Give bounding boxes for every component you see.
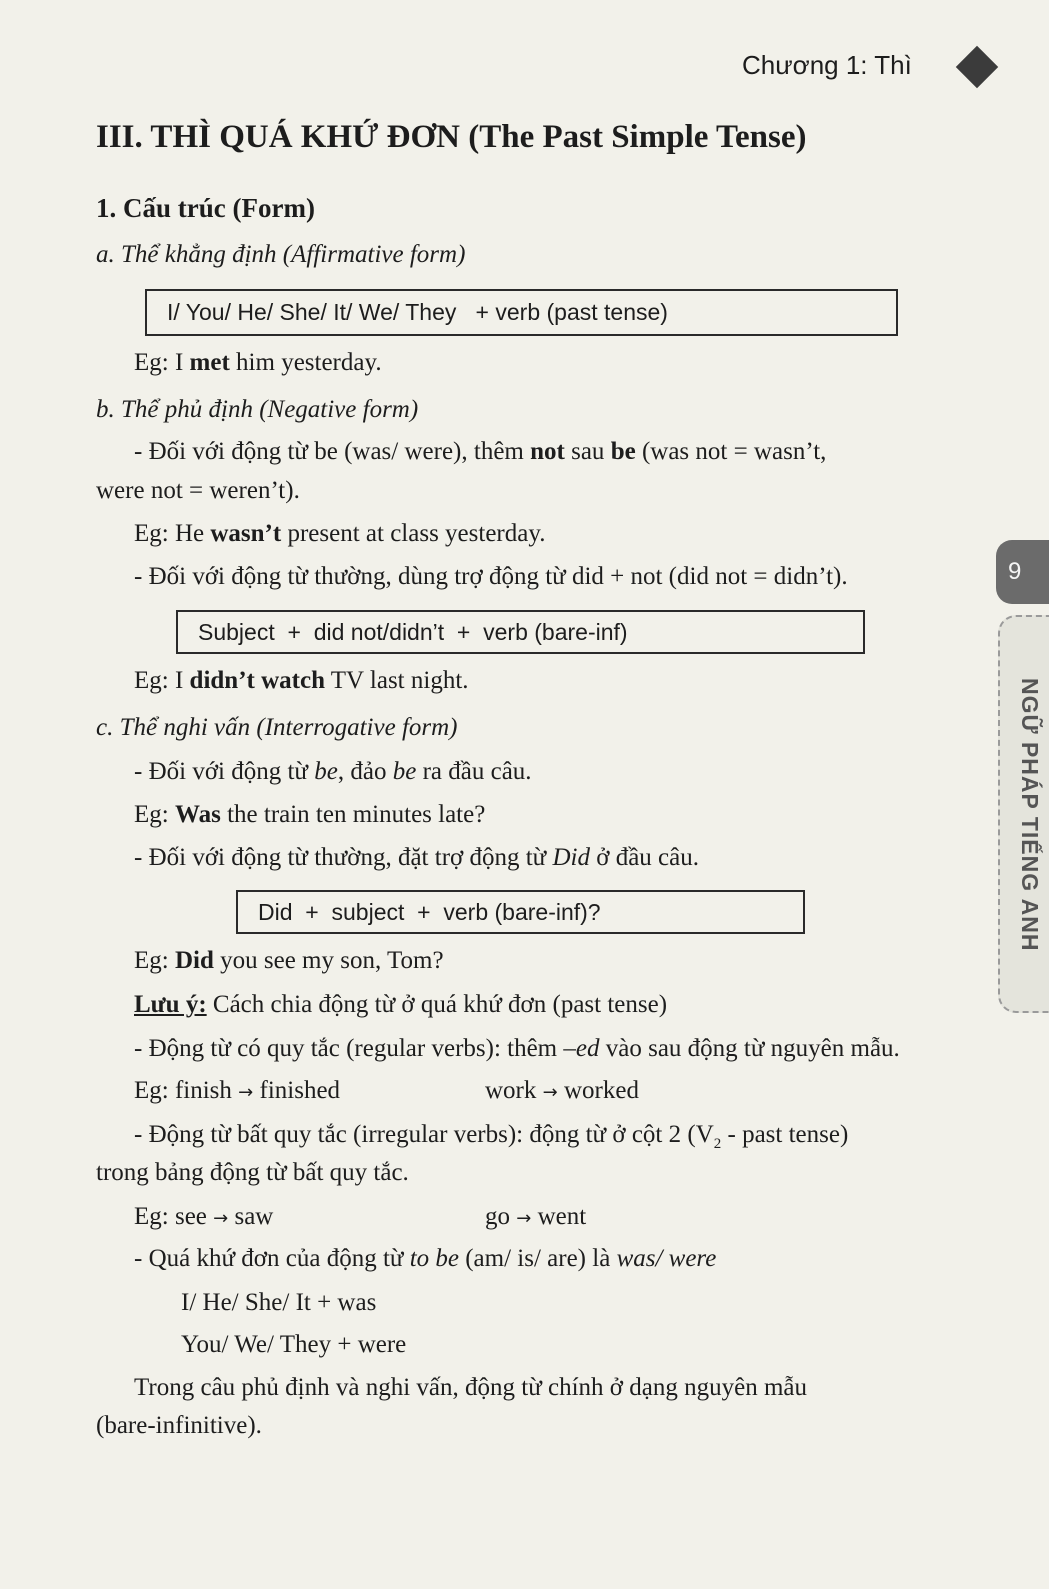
negative-rule-be-cont: were not = weren’t). xyxy=(96,477,300,504)
note-tobe-rule xyxy=(134,1244,716,1274)
eg-text: you see my son, Tom? xyxy=(213,947,444,974)
rule-italic: –ed xyxy=(563,1035,600,1062)
verb-past: went xyxy=(537,1203,587,1230)
arrow-icon: → xyxy=(542,1082,558,1103)
eg-bold: met xyxy=(189,349,230,376)
negative-heading: b. Thể phủ định (Negative form) xyxy=(96,396,419,423)
eg-text: I xyxy=(174,349,190,376)
eg-text: him yesterday. xyxy=(229,349,382,376)
eg-label: Eg: xyxy=(134,1077,169,1104)
note-text: Cách chia động từ ở quá khứ đơn (past tense) xyxy=(206,991,668,1018)
negative-example-2 xyxy=(134,666,469,696)
subsection-heading: 1. Cấu trúc (Form) xyxy=(96,193,315,223)
negative-rule-be xyxy=(134,437,826,467)
eg-bold: wasn’t xyxy=(210,520,282,547)
rule-text: , đảo xyxy=(337,758,393,785)
negative-formula: Subject + did not/didn’t + verb (bare-inf) xyxy=(176,610,865,654)
rule-text: - Đối với động từ thường, đặt trợ động từ xyxy=(134,844,553,871)
note-example-1 xyxy=(134,1076,340,1106)
section-title: III. THÌ QUÁ KHỨ ĐƠN (The Past Simple Tense) xyxy=(96,119,807,155)
rule-italic: Did xyxy=(552,844,590,871)
eg-text: He xyxy=(174,520,211,547)
affirmative-formula: I/ You/ He/ She/ It/ We/ They + verb (past tense) xyxy=(145,289,898,336)
verb-past: saw xyxy=(234,1203,274,1230)
rule-text: - Quá khứ đơn của động từ xyxy=(134,1245,410,1272)
interrogative-rule-be xyxy=(134,757,532,787)
final-note-line-1: Trong câu phủ định và nghi vấn, động từ chính ở dạng nguyên mẫu xyxy=(134,1374,807,1401)
was-line: I/ He/ She/ It + was xyxy=(181,1289,377,1316)
were-line: You/ We/ They + were xyxy=(181,1331,407,1358)
rule-text: (am/ is/ are) là xyxy=(458,1245,617,1272)
note-example-1b xyxy=(485,1076,639,1106)
note-regular-rule xyxy=(134,1034,900,1064)
affirmative-example xyxy=(134,348,382,378)
side-tab-label: NGỮ PHÁP TIẾNG ANH xyxy=(1017,678,1043,952)
note-irregular-rule-cont: trong bảng động từ bất quy tắc. xyxy=(96,1159,409,1186)
rule-text: vào sau động từ nguyên mẫu. xyxy=(599,1035,900,1062)
verb-base: work xyxy=(485,1077,537,1104)
verb-past: finished xyxy=(259,1077,341,1104)
rule-text: - Động từ bất quy tắc (irregular verbs): động từ ở cột 2 (V xyxy=(134,1121,714,1148)
interrogative-formula: Did + subject + verb (bare-inf)? xyxy=(236,890,805,934)
rule-text: - past tense) xyxy=(721,1121,849,1148)
eg-bold: Did xyxy=(174,947,214,974)
rule-bold: not xyxy=(530,438,565,465)
diamond-icon xyxy=(956,46,998,88)
eg-label: Eg: xyxy=(134,1203,169,1230)
rule-bold: be xyxy=(610,438,636,465)
eg-text: I xyxy=(174,667,190,694)
eg-text: TV last night. xyxy=(324,667,469,694)
arrow-icon: → xyxy=(238,1082,254,1103)
eg-label: Eg: xyxy=(134,947,169,974)
verb-base: go xyxy=(485,1203,510,1230)
rule-text: (was not = wasn’t, xyxy=(635,438,827,465)
affirmative-heading: a. Thể khẳng định (Affirmative form) xyxy=(96,241,466,268)
rule-text: ra đầu câu. xyxy=(416,758,532,785)
eg-label: Eg: xyxy=(134,349,169,376)
arrow-icon: → xyxy=(213,1208,229,1229)
rule-italic: be xyxy=(314,758,338,785)
rule-italic: be xyxy=(392,758,417,785)
negative-example-1 xyxy=(134,519,545,549)
note-label: Lưu ý: xyxy=(134,991,207,1018)
eg-bold: didn’t watch xyxy=(189,667,325,694)
interrogative-example-1 xyxy=(134,800,485,830)
eg-label: Eg: xyxy=(134,520,169,547)
rule-italic: was/ were xyxy=(616,1245,717,1272)
rule-text: - Động từ có quy tắc (regular verbs): thêm xyxy=(134,1035,564,1062)
negative-rule-regular: - Đối với động từ thường, dùng trợ động từ did + not (did not = didn’t). xyxy=(134,563,848,590)
eg-label: Eg: xyxy=(134,667,169,694)
eg-text: present at class yesterday. xyxy=(281,520,546,547)
rule-text: - Đối với động từ xyxy=(134,758,315,785)
verb-base: see xyxy=(174,1203,207,1230)
chapter-header: Chương 1: Thì xyxy=(742,50,912,80)
verb-base: finish xyxy=(174,1077,232,1104)
note-irregular-rule xyxy=(134,1120,848,1153)
interrogative-example-2 xyxy=(134,946,444,976)
eg-label: Eg: xyxy=(134,801,169,828)
note-example-2b xyxy=(485,1202,586,1232)
rule-italic: to be xyxy=(409,1245,459,1272)
verb-past: worked xyxy=(563,1077,639,1104)
eg-text: the train ten minutes late? xyxy=(220,801,486,828)
page-number-tab: 9 xyxy=(996,540,1049,604)
note-line xyxy=(134,990,667,1020)
interrogative-heading: c. Thể nghi vấn (Interrogative form) xyxy=(96,714,458,741)
final-note-line-2: (bare-infinitive). xyxy=(96,1412,262,1439)
rule-text: sau xyxy=(564,438,611,465)
interrogative-rule-regular xyxy=(134,843,699,873)
rule-text: ở đầu câu. xyxy=(589,844,699,871)
eg-bold: Was xyxy=(174,801,221,828)
note-example-2 xyxy=(134,1202,273,1232)
rule-text: - Đối với động từ be (was/ were), thêm xyxy=(134,438,531,465)
subscript: 2 xyxy=(713,1136,722,1152)
arrow-icon: → xyxy=(516,1208,532,1229)
